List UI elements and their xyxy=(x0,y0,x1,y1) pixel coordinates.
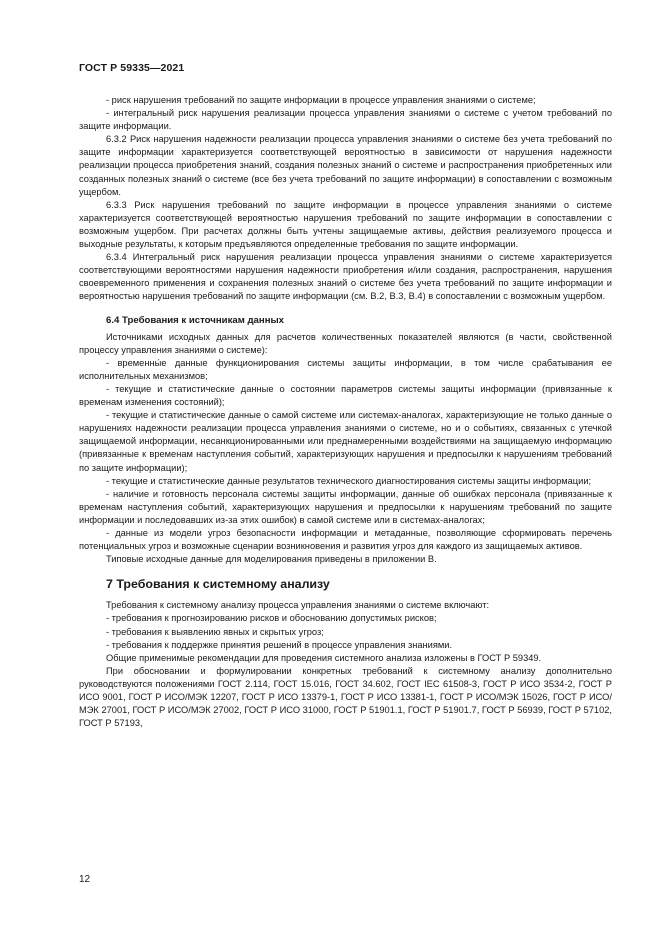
list-item: - временны́е данные функционирования системы защиты информации, в том числе срабатывания ее исполнительных механизмов; xyxy=(79,357,612,381)
paragraph-6-3-3: 6.3.3 Риск нарушения требований по защите информации в процессе управления знаниями о системе характеризуется соответствующей вероятностью нарушения требований по защите информации в сопоставлении с возможным ущербом. При расчетах должны быть учтены защищаемые активы, действия реализуемого процесса и выходные результаты, к которым предъявляются определенные требования по защите информации. xyxy=(79,199,612,250)
section-6-4-heading: 6.4 Требования к источникам данных xyxy=(106,314,285,326)
paragraph-6-3-2: 6.3.2 Риск нарушения надежности реализации процесса управления знаниями о системе без учета требований по защите информации характеризуется соответствующей вероятностью в зависимости от нарушения надежности реализации процесса приобретения знаний, создания полезных знаний о системе и распространения приобретенных или созданных полезных знаний о системе (все без учета требований по защите информации) в сопоставлении с возможным ущербом. xyxy=(79,134,612,197)
list-item: - требования к поддержке принятия решений в процессе управления знаниями. xyxy=(106,639,453,650)
list-item: - риск нарушения требований по защите информации в процессе управления знаниями о системе; xyxy=(106,95,536,105)
page-body xyxy=(79,94,612,730)
page-number: 12 xyxy=(79,874,91,885)
section-7-paragraph: Общие применимые рекомендации для проведения системного анализа изложены в ГОСТ Р 59349. xyxy=(106,652,542,663)
list-item: - интегральный риск нарушения реализации процесса управления знаниями о системе с учетом требований по защите информации. xyxy=(79,108,612,132)
list-item: - требования к выявлению явных и скрытых угроз; xyxy=(106,626,324,637)
section-6-4-closing: Типовые исходные данные для моделирования приведены в приложении В. xyxy=(106,554,437,565)
list-item: - наличие и готовность персонала системы защиты информации, данные об ошибках персонала (привязанные к временам наступления событий, характеризующих нарушения и предпосылки к нарушениям требований по защите информации и последовавших из-за этих ошибок) в самой системе или в системах-аналогах; xyxy=(79,488,612,525)
section-6-4-intro: Источниками исходных данных для расчетов количественных показателей являются (в части, свойственной процессу управления знаниями о системе): xyxy=(79,331,612,355)
list-item: - текущие и статистические данные о самой системе или системах-аналогах, характеризующие не только данные о нарушениях надежности реализации процесса управления знаниями о системе, но и о событиях, связанных с утечкой защищаемой информации, несанкционированными или преднамеренными воздействиями на защищаемую информацию (привязанные к временам наступления событий, характеризующих нарушения и предпосылки к нарушениям требований по защите информации); xyxy=(79,410,612,473)
list-item: - данные из модели угроз безопасности информации и метаданные, позволяющие сформировать перечень потенциальных угроз и возможные сценарии возникновения и развития угроз для каждого из защищаемых активов. xyxy=(79,528,612,552)
list-item: - текущие и статистические данные о состоянии параметров системы защиты информации (привязанные к временам изменения состояний); xyxy=(79,383,612,408)
list-item: - текущие и статистические данные результатов технического диагностирования системы защиты информации; xyxy=(106,475,592,486)
paragraph-6-3-4: 6.3.4 Интегральный риск нарушения реализации процесса управления знаниями о системе характеризуется соответствующими вероятностями нарушения надежности приобретения и/или создания, распространения, нарушения своевременного применения и сохранения полезных знаний о системе без учета требований по защите информации и вероятностью нарушения требований по защите информации (см. В.2, В.3, В.4) в сопоставлении с возможным ущербом. xyxy=(79,252,612,302)
section-7-paragraph: При обосновании и формулировании конкретных требований к системному анализу дополнительно руководствуются положениями ГОСТ 2.114, ГОСТ 15.016, ГОСТ 34.602, ГОСТ IEC 61508-3, ГОСТ Р ИСО 3534-2, ГОСТ Р ИСО 9001, ГОСТ Р ИСО/МЭК 12207, ГОСТ Р ИСО 13379-1, ГОСТ Р ИСО 13381-1, ГОСТ Р ИСО/МЭК 15026, ГОСТ Р ИСО/МЭК 27001, ГОСТ Р ИСО/МЭК 27002, ГОСТ Р ИСО 31000, ГОСТ Р 51901.1, ГОСТ Р 51901.7, ГОСТ Р 56939, ГОСТ Р 57102, ГОСТ Р 57193, xyxy=(79,665,612,729)
section-7-heading: 7 Требования к системному анализу xyxy=(106,577,330,592)
section-7-intro: Требования к системному анализу процесса управления знаниями о системе включают: xyxy=(106,600,490,611)
document-id-header: ГОСТ Р 59335—2021 xyxy=(79,62,185,74)
list-item: - требования к прогнозированию рисков и обоснованию допустимых рисков; xyxy=(106,613,437,624)
